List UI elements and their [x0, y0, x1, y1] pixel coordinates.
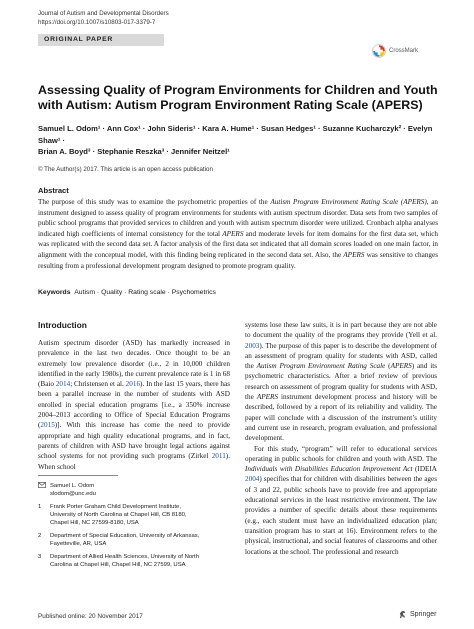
springer-logo	[398, 610, 436, 619]
affiliation-line: Frank Porter Graham Child Development Institute,	[50, 504, 181, 510]
text: ) specifies that for children with disabilities between the ages of 3 and 22, public schools have to provide free and appropriate educational services in the least restrictive environment. The law provides a number of specific details about these requirements (e.g., each student must have an individualized education plan; transition program has to start at 16). Environment refers to the physical, instructional, and social features of classrooms and other locations at the school. The professional and research	[245, 475, 437, 556]
journal-name: Journal of Autism and Developmental Disorders	[38, 10, 169, 17]
affiliation-number: 3	[38, 554, 42, 560]
published-date: Published online: 20 November 2017	[38, 613, 143, 620]
citation-link[interactable]: 2016	[125, 380, 141, 389]
footnote-divider	[38, 475, 118, 476]
affiliation-line: University of North Carolina at Chapel Hill, CB 8180,	[50, 512, 187, 518]
citation-link[interactable]: 2015	[40, 421, 55, 430]
abstract-italic: APERS	[343, 250, 365, 259]
text: (IDEIA	[412, 465, 437, 474]
affiliation-line: Carolina at Chapel Hill, Chapel Hill, NC 27599, USA	[50, 562, 186, 568]
keywords	[38, 289, 438, 296]
text: ; Christensen et al.	[70, 380, 126, 389]
right-column-text	[245, 320, 437, 557]
affiliation-line: Chapel Hill, NC 27599-8180, USA	[50, 520, 139, 526]
affiliation-line: Department of Allied Health Sciences, University of North	[50, 554, 199, 560]
abstract-heading: Abstract	[38, 186, 69, 195]
italic-text: APERS	[390, 362, 412, 371]
publisher-name: Springer	[410, 611, 437, 618]
citation-link[interactable]: 2004	[245, 475, 260, 484]
text: For this study, “program” will refer to educational services operating in public schools for children and youth with ASD. The	[245, 444, 437, 463]
introduction-heading: Introduction	[38, 320, 87, 330]
section-label: ORIGINAL PAPER	[38, 34, 164, 46]
license-note: © The Author(s) 2017. This article is an open access publication	[38, 166, 213, 173]
abstract-text: The purpose of this study was to examine the psychometric properties of the	[38, 198, 271, 206]
citation-link[interactable]: 2014	[55, 380, 71, 389]
author-list	[38, 123, 438, 158]
abstract-text: , an instrument designed to assess quality of program environments for students with autism spectrum disorder. Data sets from two samples of public school programs that provided services to children and youth with autism spectrum disorder were utilized. Cronbach alpha analyses indicated high coefficients of internal consistency for the total	[38, 198, 438, 238]
text: ). The purpose of this paper is to describe the development of an assessment of program quality for students with ASD, called the	[245, 341, 437, 371]
authors-line: Samuel L. Odom¹ · Ann Cox¹ · John Sideris¹ · Kara A. Hume¹ · Susan Hedges¹ · Suzanne Kucharczyk² · Evelyn Shaw¹ ·	[38, 124, 433, 145]
text: ). In the last 15 years, there has been a parallel increase in the number of students with ASD enrolled in special education programs [i.e., a 350% increase 2004–2013 according to Office of Special Education Programs (	[38, 380, 230, 430]
italic-text: Individuals with Disabilities Education Improvement Act	[245, 465, 413, 474]
corresponding-author	[38, 482, 230, 498]
abstract-italic: APERS	[222, 229, 244, 238]
text: systems lose these law suits, it is in part because they are not able to document the quality of the programs they provide (Yell et al.	[245, 321, 437, 340]
text: ). When school	[38, 452, 230, 471]
corresponding-email[interactable]: slodom@unc.edu	[50, 491, 96, 497]
mail-icon	[38, 482, 50, 498]
abstract-italic: Autism Program Environment Rating Scale (APERS)	[270, 198, 427, 206]
title-line: Assessing Quality of Program Environments for Children and Youth	[38, 83, 438, 97]
italic-text: APERS	[256, 393, 278, 402]
footnotes	[38, 482, 230, 574]
italic-text: Autism Program Environment Rating Scale	[256, 362, 386, 371]
affiliation-line: Fayetteville, AR, USA	[50, 541, 107, 547]
text: ) and its psychometric characteristics. After a brief review of previous research on assessment of program quality for students with ASD, the	[245, 362, 437, 402]
crossmark-icon	[372, 44, 386, 58]
article-title	[38, 83, 438, 112]
keywords-text: Autism · Quality · Rating scale · Psychometrics	[74, 289, 216, 296]
crossmark-label: CrossMark	[389, 48, 419, 54]
left-column-text	[38, 338, 230, 472]
paragraph	[38, 338, 230, 472]
affiliation	[38, 553, 230, 569]
affiliation	[38, 532, 230, 548]
abstract-text: was sensitive to changes resulting from a professional development program designed to promote program quality.	[38, 250, 438, 270]
affiliation	[38, 503, 230, 527]
corresponding-name: Samuel L. Odom	[50, 483, 95, 489]
authors-line: Brian A. Boyd³ · Stephanie Reszka³ · Jennifer Neitzel¹	[38, 147, 230, 156]
abstract-text: and moderate levels for item domains for the first data set, which was replicated with the second data set. A factor analysis of the first data set indicated that all domain scores loaded on one main factor, in alignment with the conceptual model, with this finding being replicated in the second data set. Also, the	[38, 229, 438, 259]
text: instrument development process and history will be described, followed by a report of its reliability and validity. The paper will conclude with a discussion of the instrument’s utility and current use in research, program evaluation, and professional development.	[245, 393, 438, 443]
text: Autism spectrum disorder (ASD) has markedly increased in prevalence in the last two decades. Once thought to be an extremely low prevalence disorder (i.e., 2 in 10,000 children identified in the early 1980s), the current prevalence rate is 1 in 68 (Baio	[38, 339, 230, 389]
springer-horse-icon	[398, 610, 407, 619]
abstract-body	[38, 197, 438, 271]
citation-link[interactable]: 2011	[211, 452, 226, 461]
title-line: with Autism: Autism Program Environment Rating Scale (APERS)	[38, 97, 423, 112]
text: )]. With this increase has come the need to provide appropriate and high quality educational programs, and in fact, parents of children with ASD have brought legal actions against school systems for not providing such programs (Zirkel	[38, 421, 230, 461]
paragraph	[245, 320, 437, 444]
doi-link[interactable]: https://doi.org/10.1007/s10803-017-3379-7	[38, 19, 156, 26]
affiliation-line: Department of Special Education, University of Arkansas,	[50, 533, 200, 539]
citation-link[interactable]: 2003	[245, 341, 260, 350]
keywords-label: Keywords	[38, 289, 71, 296]
affiliation-number: 2	[38, 533, 42, 539]
crossmark-badge[interactable]	[372, 44, 418, 58]
text: (	[385, 362, 391, 371]
affiliation-number: 1	[38, 504, 42, 510]
paragraph	[245, 444, 437, 557]
